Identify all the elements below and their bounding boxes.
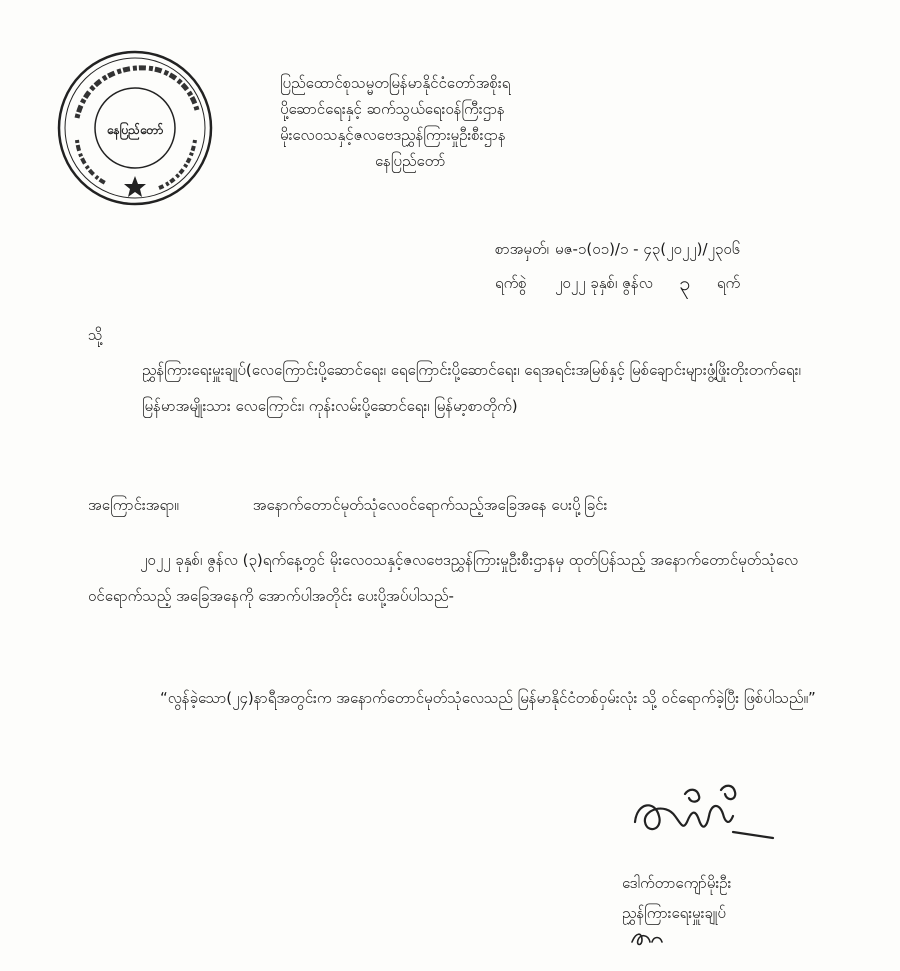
subject-line xyxy=(88,496,607,518)
reference-block xyxy=(495,232,740,300)
signer-name: ဒေါက်တာကျော်မိုးဦး xyxy=(622,874,732,892)
letterhead-ministry: ပို့ဆောင်ရေးနှင့် ဆက်သွယ်ရေးဝန်ကြီးဌာန xyxy=(280,100,505,118)
quoted-statement: “လွန်ခဲ့သော(၂၄)နာရီအတွင်းက အနောက်တောင်မုတ်သုံလေသည် မြန်မာနိုင်ငံတစ်ဝှမ်းလုံး သို့ ဝင်ရောက်ခဲ့ပြီး ဖြစ်ပါသည်။” xyxy=(160,689,816,707)
seal-center-text: နေပြည်တော် xyxy=(106,123,164,137)
reference-number-value: မဇ-၁(၀၁)/၁ - ၄၃(၂၀၂၂)/၂၃၀၆ xyxy=(555,240,741,258)
reference-number-label: စာအမှတ်၊ xyxy=(495,240,549,258)
reference-date-year: ၂၀၂၂ ခုနှစ်၊ ဇွန်လ xyxy=(555,274,653,292)
handwritten-initial xyxy=(628,928,668,950)
handwritten-signature xyxy=(625,772,775,852)
to-label: သို့ xyxy=(88,326,103,344)
signer-title: ညွှန်ကြားရေးမှူးချုပ် xyxy=(622,904,726,922)
signer-block xyxy=(622,868,731,928)
reference-date-day: ၃ xyxy=(679,271,691,295)
recipient: ညွှန်ကြားရေးမှူးချုပ်(လေကြောင်းပို့ဆောင်ရေး၊ ရေကြောင်းပို့ဆောင်ရေး၊ ရေအရင်းအမြစ်နှင့် မြစ်ချောင်းများဖွံ့ဖြိုးတိုးတက်ရေး၊ မြန်မာအမျိုးသား လေကြောင်း၊ ကုန်းလမ်းပို့ဆောင်ရေး၊ မြန်မာ့စာတိုက်) xyxy=(142,361,801,415)
subject-label: အကြောင်းအရာ။ xyxy=(88,496,179,514)
reference-number-row xyxy=(495,232,740,266)
letterhead-department: မိုးလေဝသနှင့်ဇလဗေဒညွှန်ကြားမှုဦးစီးဌာန xyxy=(280,126,506,144)
letterhead-government: ပြည်ထောင်စုသမ္မတမြန်မာနိုင်ငံတော်အစိုးရ xyxy=(280,74,511,92)
reference-date-label: ရက်စွဲ xyxy=(495,274,527,292)
reference-date-row xyxy=(495,266,740,300)
body-paragraph: ၂၀၂၂ ခုနှစ်၊ ဇွန်လ (၃)ရက်နေ့တွင် မိုးလေဝသနှင့်ဇလဗေဒညွှန်ကြားမှုဦးစီးဌာနမှ ထုတ်ပြန်သည့် အနောက်တောင်မုတ်သုံလေဝင်ရောက်သည့် အခြေအနေကို အောက်ပါအတိုင်း ပေးပို့အပ်ပါသည်- xyxy=(88,551,799,605)
letterhead xyxy=(280,70,700,174)
reference-date-suffix: ရက် xyxy=(716,274,741,292)
subject-text: အနောက်တောင်မုတ်သုံလေဝင်ရောက်သည့်အခြေအနေ ပေးပို့ခြင်း xyxy=(252,496,608,514)
letterhead-city: နေပြည်တော် xyxy=(375,152,446,170)
official-seal xyxy=(55,48,215,208)
